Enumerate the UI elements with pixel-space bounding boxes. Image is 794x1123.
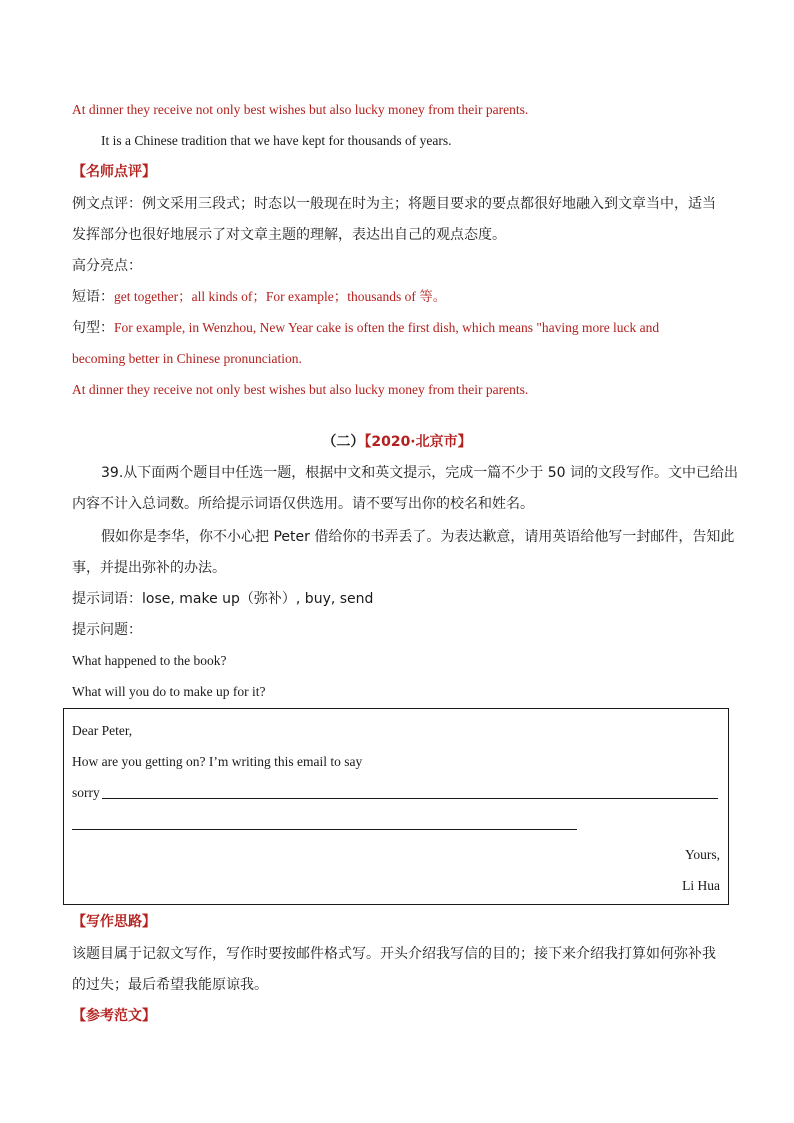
review-comment-line: 发挥部分也很好地展示了对文章主题的理解，表达出自己的观点态度。: [72, 227, 506, 243]
hint-question: What will you do to make up for it?: [72, 684, 266, 699]
writing-ideas-heading: 【写作思路】: [72, 914, 156, 930]
sample-essay-line: At dinner they receive not only best wishes but also lucky money from their parents.: [72, 102, 529, 117]
reference-heading: 【参考范文】: [72, 1008, 156, 1024]
teacher-review-heading: 【名师点评】: [72, 164, 156, 180]
section-title: [0, 432, 794, 452]
prompt-line: 事，并提出弥补的办法。: [72, 560, 226, 576]
writing-ideas-line: 该题目属于记叙文写作，写作时要按邮件格式写。开头介绍我写信的目的；接下来介绍我打算如何弥补我: [72, 946, 716, 962]
section-title-tag: 【2020·北京市】: [364, 434, 472, 450]
letter-closing: Yours,: [684, 847, 720, 862]
section-title-prefix: （二）: [322, 434, 365, 450]
hint-words: 提示词语：lose, make up（弥补）, buy, send: [72, 591, 374, 607]
letter-greeting: Dear Peter,: [72, 723, 133, 738]
sentences-text: For example, in Wenzhou, New Year cake is often the first dish, which means "having more luck and: [114, 320, 660, 335]
review-comment-line: 例文点评：例文采用三段式；时态以一般现在时为主；将题目要求的要点都很好地融入到文章当中，适当: [72, 196, 716, 212]
phrases-text: get together；all kinds of；For example；thousands of 等。: [114, 289, 447, 304]
instructions-line: 39.从下面两个题目中任选一题，根据中文和英文提示，完成一篇不少于 50 词的文段写作。文中已给出: [101, 465, 738, 481]
sample-essay-line: It is a Chinese tradition that we have kept for thousands of years.: [101, 133, 452, 148]
instructions-line: 内容不计入总词数。所给提示词语仅供选用。请不要写出你的校名和姓名。: [72, 496, 534, 512]
answer-blank-line[interactable]: [72, 829, 577, 830]
hint-questions-label: 提示问题：: [72, 622, 142, 638]
letter-answer-box: [63, 708, 729, 905]
writing-ideas-line: 的过失；最后希望我能原谅我。: [72, 977, 268, 993]
prompt-line: 假如你是李华，你不小心把 Peter 借给你的书弄丢了。为表达歉意，请用英语给他写一封邮件，告知此: [101, 529, 735, 545]
phrases-label: 短语：: [72, 289, 114, 305]
sentences-line: At dinner they receive not only best wishes but also lucky money from their parents.: [72, 382, 529, 397]
sentences-line: becoming better in Chinese pronunciation.: [72, 351, 302, 366]
letter-opening: How are you getting on? I’m writing this email to say: [72, 754, 363, 769]
hint-question: What happened to the book?: [72, 653, 227, 668]
letter-sorry: sorry: [72, 785, 100, 800]
highlights-label: 高分亮点：: [72, 258, 142, 274]
answer-blank-line[interactable]: [102, 798, 718, 799]
sentences-line: [72, 318, 659, 338]
sentences-label: 句型：: [72, 320, 114, 336]
phrases-line: [72, 287, 446, 307]
letter-signature: Li Hua: [682, 878, 720, 893]
